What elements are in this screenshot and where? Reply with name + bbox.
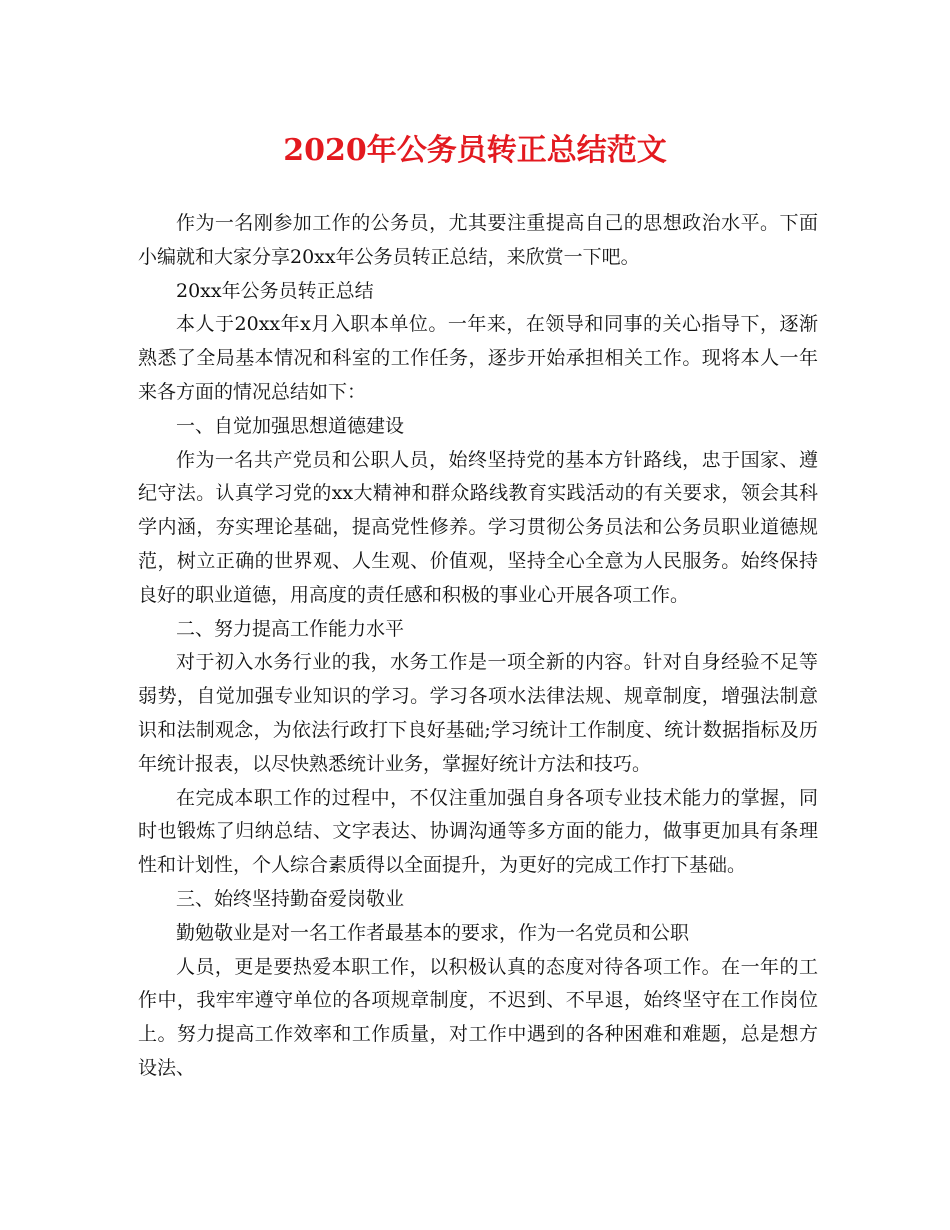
section-heading-3: 三、始终坚持勤奋爱岗敬业 [176, 887, 405, 910]
paragraph-section-2b: 在完成本职工作的过程中，不仅注重加强自身各项专业技术能力的掌握，同时也锻炼了归纳总结、文字表达、协调沟通等多方面的能力，做事更加具有条理性和计划性，个人综合素质得以全面提升，为更好的完成工作打下基础。 [138, 786, 818, 877]
document-title: 2020年公务员转正总结范文 [283, 133, 667, 168]
section-heading-1: 一、自觉加强思想道德建设 [176, 414, 405, 437]
paragraph-opening: 本人于20xx年x月入职本单位。一年来，在领导和同事的关心指导下，逐渐熟悉了全局基本情况和科室的工作任务，逐步开始承担相关工作。现将本人一年来各方面的情况总结如下： [138, 313, 818, 403]
paragraph-section-3b: 人员，更是要热爱本职工作，以积极认真的态度对待各项工作。在一年的工作中，我牢牢遵守单位的各项规章制度，不迟到、不早退，始终坚守在工作岗位上。努力提高工作效率和工作质量，对工作中遇到的各种困难和难题，总是想方设法、 [138, 955, 818, 1079]
paragraph-section-2a: 对于初入水务行业的我，水务工作是一项全新的内容。针对自身经验不足等弱势，自觉加强专业知识的学习。学习各项水法律法规、规章制度，增强法制意识和法制观念，为依法行政打下良好基础;学习统计工作制度、统计数据指标及历年统计报表，以尽快熟悉统计业务，掌握好统计方法和技巧。 [138, 651, 818, 775]
paragraph-subtitle: 20xx年公务员转正总结 [176, 279, 374, 302]
section-heading-2: 二、努力提高工作能力水平 [176, 617, 405, 640]
paragraph-section-3a: 勤勉敬业是对一名工作者最基本的要求，作为一名党员和公职 [176, 921, 690, 944]
paragraph-intro: 作为一名刚参加工作的公务员，尤其要注重提高自己的思想政治水平。下面小编就和大家分享20xx年公务员转正总结，来欣赏一下吧。 [138, 212, 818, 268]
paragraph-section-1: 作为一名共产党员和公职人员，始终坚持党的基本方针路线，忠于国家、遵纪守法。认真学习党的xx大精神和群众路线教育实践活动的有关要求，领会其科学内涵，夯实理论基础，提高党性修养。学习贯彻公务员法和公务员职业道德规范，树立正确的世界观、人生观、价值观，坚持全心全意为人民服务。始终保持良好的职业道德，用高度的责任感和积极的事业心开展各项工作。 [138, 448, 818, 606]
document-body [138, 207, 818, 1086]
